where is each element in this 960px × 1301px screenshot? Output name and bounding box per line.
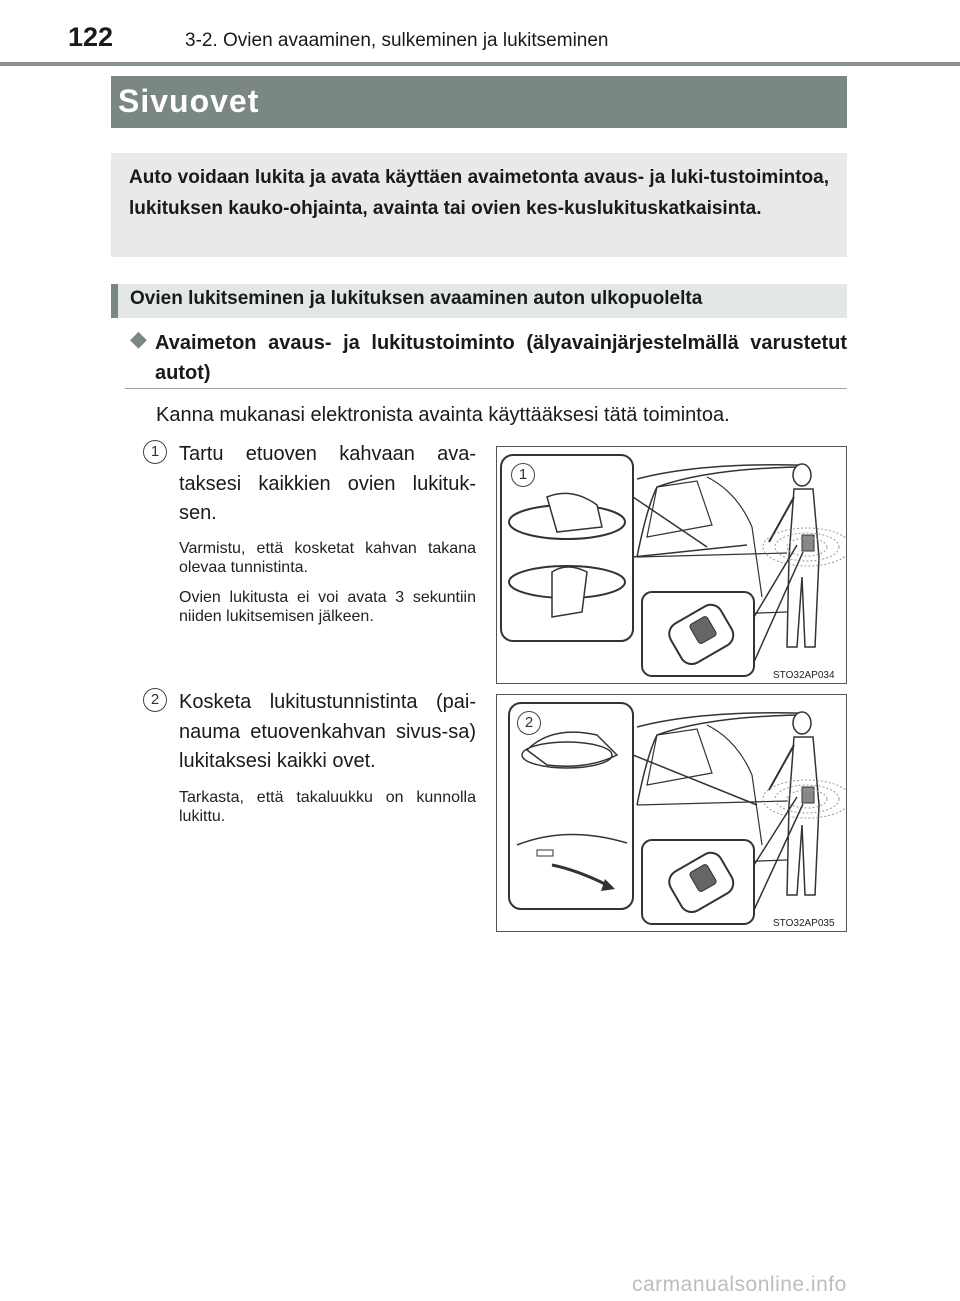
lock-sensor-illustration xyxy=(497,695,847,932)
lead-text: Kanna mukanasi elektronista avainta käyttääksesi tätä toimintoa. xyxy=(156,404,730,426)
figure-code: STO32AP034 xyxy=(773,670,835,681)
subheading: Avaimeton avaus- ja lukitustoiminto (älyavainjärjestelmällä varustetut autot) xyxy=(155,332,847,384)
intro-text: Auto voidaan lukita ja avata käyttäen avaimetonta avaus- ja luki-tustoimintoa, lukituksen kauko-ohjainta, avainta tai ovien kes-kuslukituskatkaisinta. xyxy=(129,167,829,219)
figure-code: STO32AP035 xyxy=(773,918,835,929)
step-text: Kosketa lukitustunnistinta (pai-nauma etuovenkahvan sivus-sa) lukitaksesi kaikki ovet. xyxy=(179,691,476,772)
intro-box xyxy=(111,153,847,257)
step-number: 2 xyxy=(143,688,167,712)
page-title: Sivuovet xyxy=(118,83,260,119)
page-number: 122 xyxy=(68,22,114,52)
diamond-bullet-icon: ◆ xyxy=(130,326,147,351)
step-note: Tarkasta, että takaluukku on kunnolla lukittu. xyxy=(179,789,476,825)
header-rule xyxy=(0,62,960,66)
figure-badge: 1 xyxy=(511,463,535,487)
running-header: 3-2. Ovien avaaminen, sulkeminen ja lukitseminen xyxy=(185,30,609,51)
subheading-rule xyxy=(125,388,847,389)
watermark: carmanualsonline.info xyxy=(632,1273,847,1296)
figure-badge: 2 xyxy=(517,711,541,735)
section-heading-accent xyxy=(111,284,118,318)
illustration-figure xyxy=(496,446,847,684)
illustration-figure xyxy=(496,694,847,932)
step-note: Ovien lukitusta ei voi avata 3 sekuntiin niiden lukitsemisen jälkeen. xyxy=(179,589,476,625)
step-note: Varmistu, että kosketat kahvan takana olevaa tunnistinta. xyxy=(179,540,476,576)
door-handle-illustration xyxy=(497,447,847,684)
section-heading: Ovien lukitseminen ja lukituksen avaaminen auton ulkopuolelta xyxy=(130,288,703,309)
step-number: 1 xyxy=(143,440,167,464)
step-text: Tartu etuoven kahvaan ava-taksesi kaikkien ovien lukituk-sen. xyxy=(179,443,476,524)
